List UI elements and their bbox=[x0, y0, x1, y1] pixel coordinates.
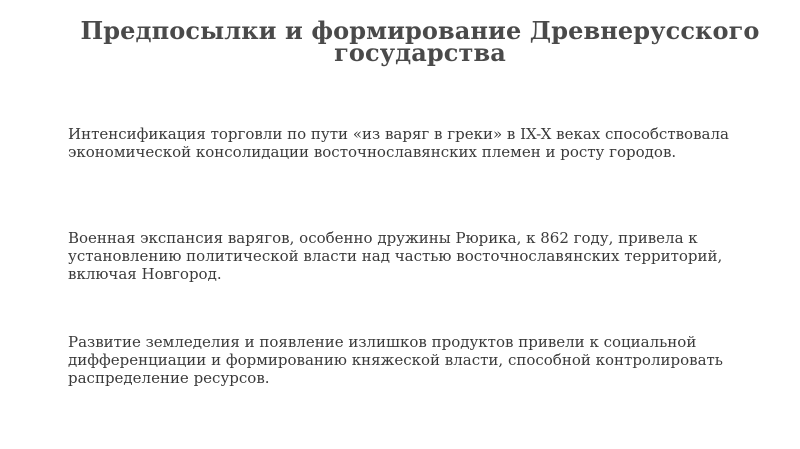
paragraph-line: экономической консолидации восточнославянских племен и росту городов. bbox=[68, 143, 677, 161]
paragraph-agriculture bbox=[68, 333, 748, 387]
slide-title bbox=[70, 16, 770, 67]
slide-title-line-1: Предпосылки и формирование Древнерусского bbox=[80, 16, 760, 45]
paragraph-line: распределение ресурсов. bbox=[68, 369, 270, 387]
paragraph-line: установлению политической власти над частью восточнославянских территорий, bbox=[68, 247, 723, 265]
paragraph-varangians bbox=[68, 229, 748, 283]
slide-title-line-2: государства bbox=[334, 38, 506, 67]
paragraph-line: Интенсификация торговли по пути «из варяг в греки» в IX-X веках способствовала bbox=[68, 125, 729, 143]
paragraph-line: Военная экспансия варягов, особенно дружины Рюрика, к 862 году, привела к bbox=[68, 229, 698, 247]
paragraph-trade bbox=[68, 125, 748, 161]
paragraph-line: включая Новгород. bbox=[68, 265, 222, 283]
paragraph-line: дифференциации и формированию княжеской власти, способной контролировать bbox=[68, 351, 723, 369]
paragraph-line: Развитие земледелия и появление излишков продуктов привели к социальной bbox=[68, 333, 697, 351]
